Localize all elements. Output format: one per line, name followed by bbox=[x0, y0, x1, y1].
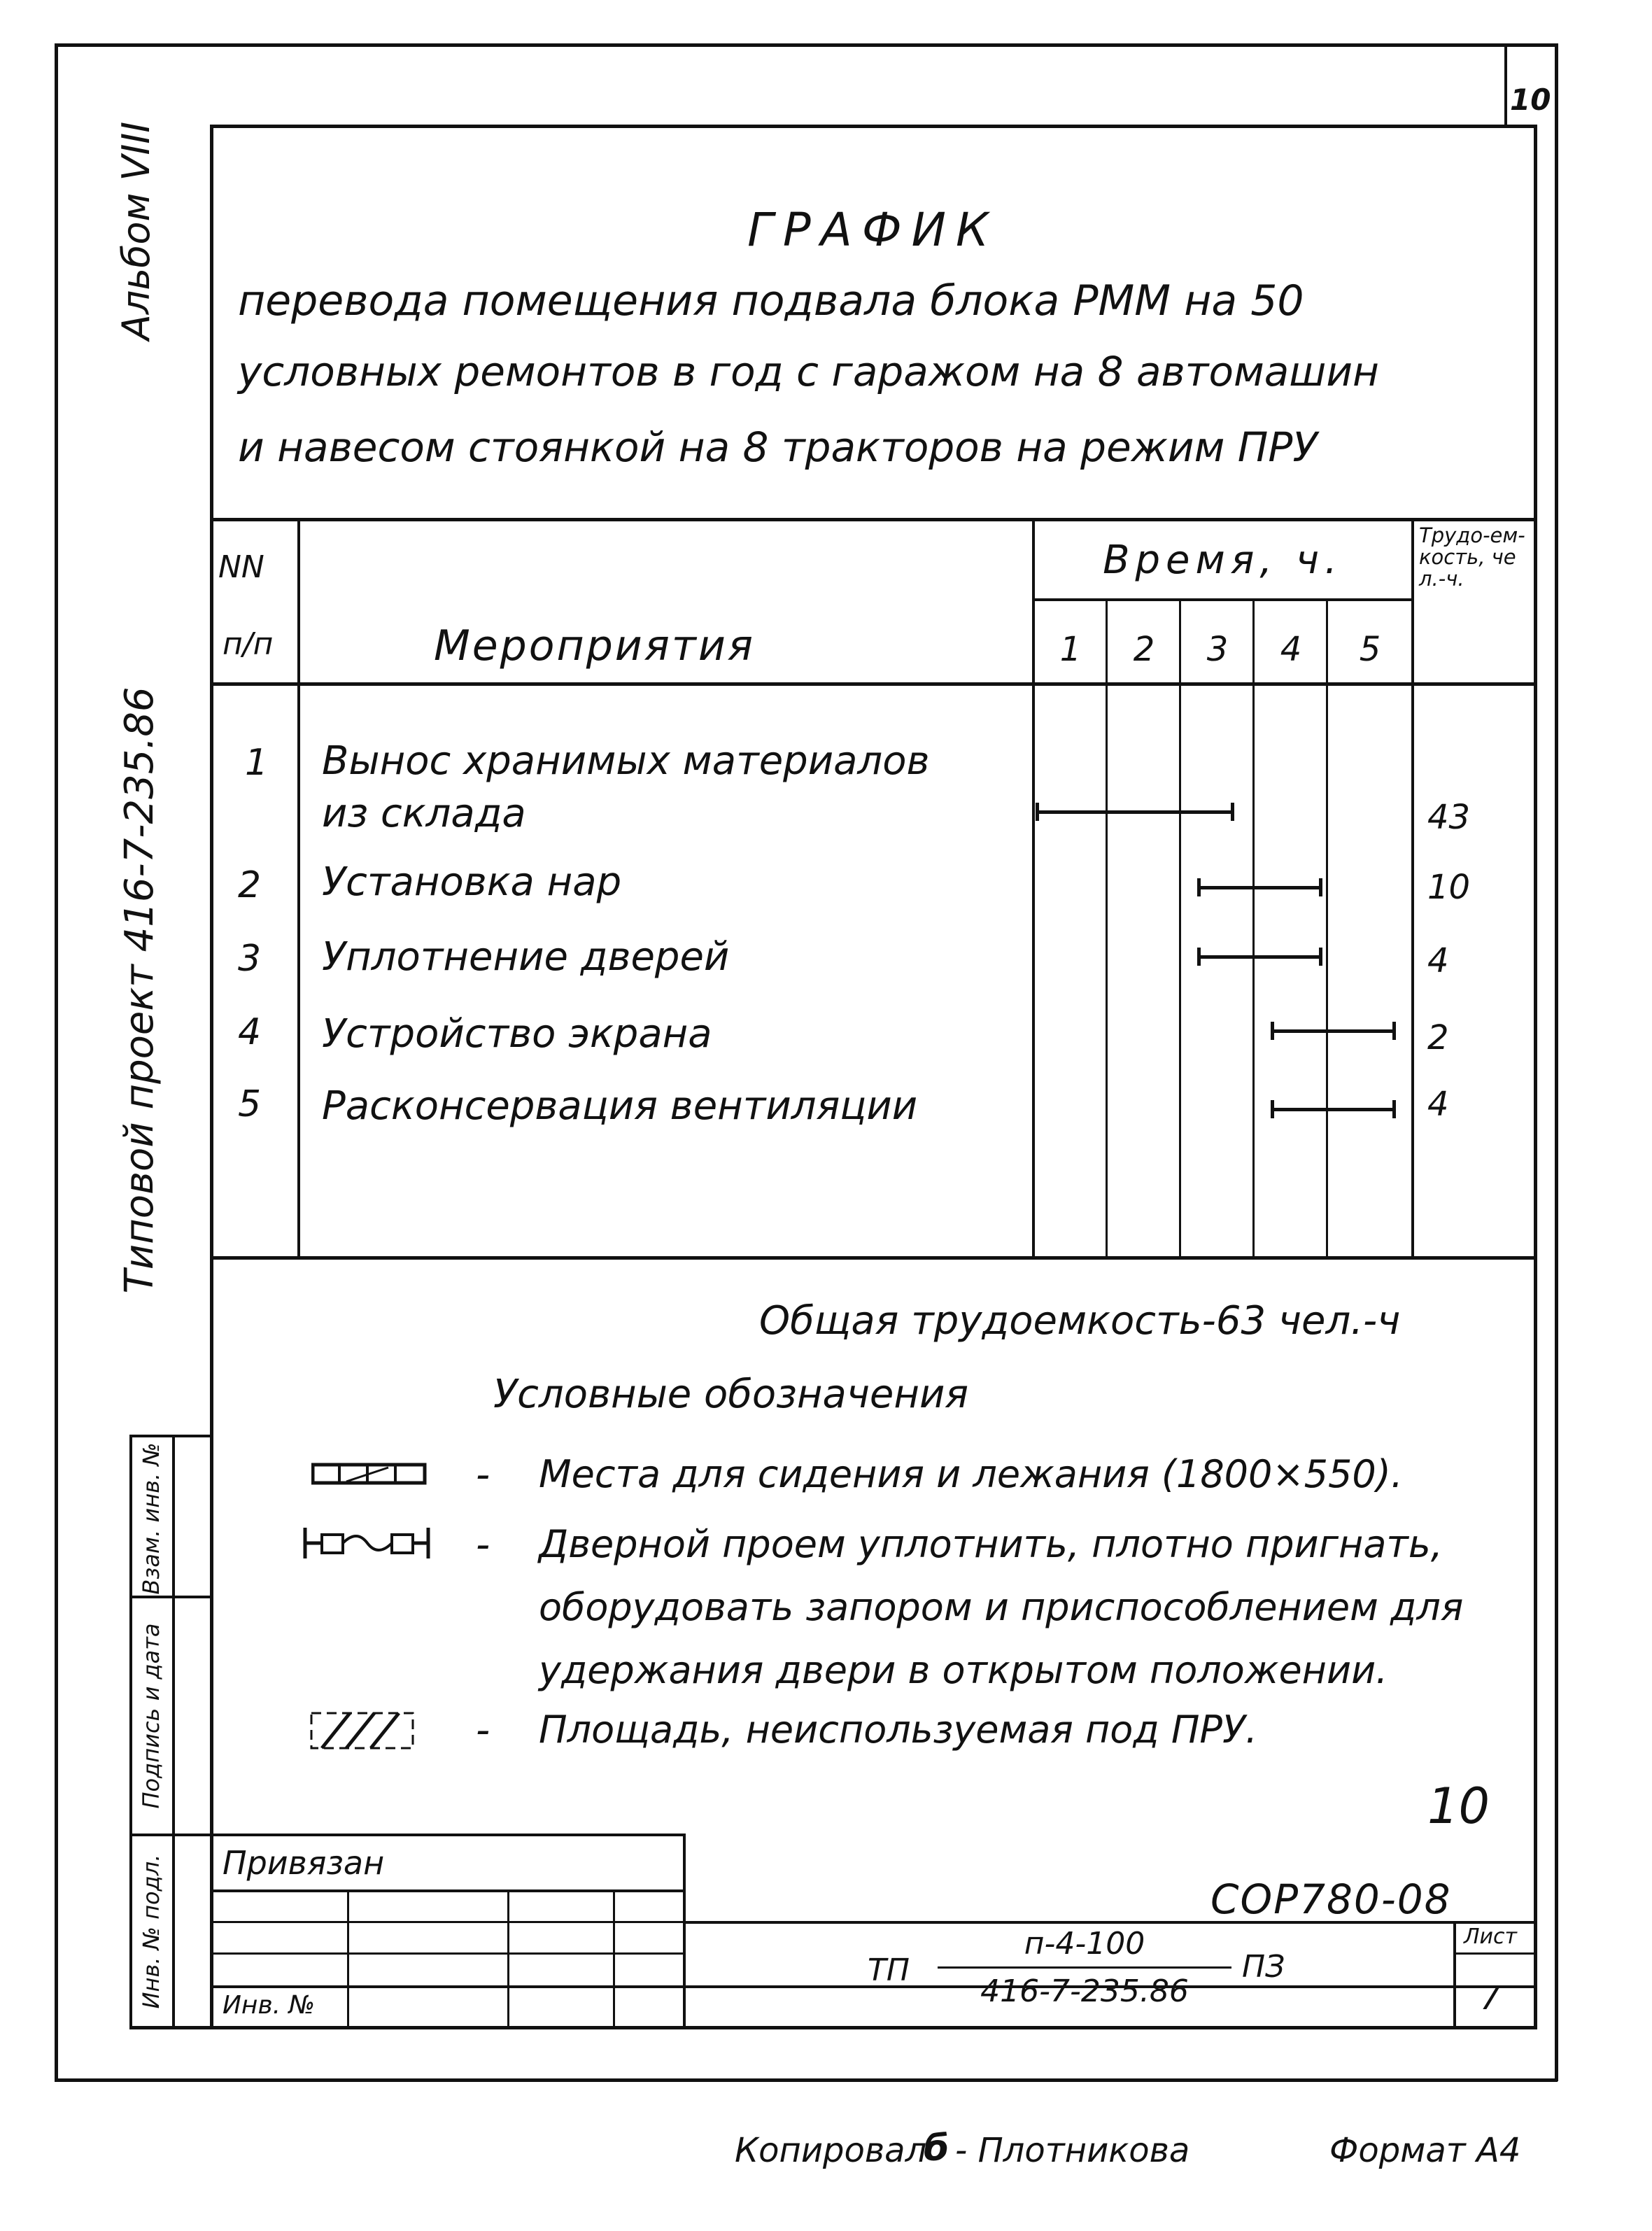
hour-1: 1 bbox=[1059, 630, 1082, 669]
legend-item-text: Дверной проем уплотнить, плотно пригнать, bbox=[539, 1522, 1443, 1566]
legend-item-text-line3: удержания двери в открытом положении. bbox=[539, 1648, 1388, 1692]
header-time: Время, ч. bbox=[1103, 537, 1343, 583]
tp-label: ТП bbox=[868, 1952, 910, 1988]
page-number-large: 10 bbox=[1427, 1778, 1490, 1835]
gantt-bar-tick bbox=[1231, 803, 1234, 821]
header-num-1: NN bbox=[218, 549, 264, 585]
gantt-bar bbox=[1271, 1108, 1396, 1111]
row-labor: 43 bbox=[1427, 798, 1471, 837]
total-labor: Общая трудоемкость-63 чел.-ч bbox=[759, 1298, 1401, 1344]
gantt-bar-tick bbox=[1319, 878, 1322, 896]
hatched-area-icon bbox=[308, 1708, 420, 1759]
gantt-bar bbox=[1271, 1029, 1396, 1033]
row-labor: 4 bbox=[1427, 1085, 1449, 1124]
row-labor: 2 bbox=[1427, 1018, 1449, 1057]
gantt-bar-tick bbox=[1392, 1100, 1396, 1118]
legend-dash: - bbox=[476, 1522, 490, 1568]
legend-dash: - bbox=[476, 1452, 490, 1498]
stamp-col-replace: Взам. инв. № bbox=[138, 1442, 164, 1595]
gantt-bar bbox=[1197, 886, 1322, 889]
sheet-label: Лист bbox=[1464, 1924, 1518, 1949]
row-num: 2 bbox=[238, 864, 262, 906]
hour-5: 5 bbox=[1359, 630, 1381, 669]
row-num: 1 bbox=[245, 742, 269, 784]
row-text: Расконсервация вентиляции bbox=[322, 1083, 918, 1129]
copier-name: - Плотникова bbox=[955, 2131, 1190, 2170]
row-num: 5 bbox=[238, 1083, 262, 1125]
header-labor: Трудо-ем-кость, чел.-ч. bbox=[1419, 523, 1525, 591]
gantt-bar-tick bbox=[1036, 803, 1039, 821]
row-text: Уплотнение дверей bbox=[322, 934, 730, 980]
gantt-bar bbox=[1197, 955, 1322, 959]
legend-item-text: Площадь, неиспользуемая под ПРУ. bbox=[539, 1708, 1258, 1752]
stamp-col-signature: Подпись и дата bbox=[138, 1623, 164, 1809]
copier-mark: б bbox=[924, 2127, 949, 2169]
bound-label: Привязан bbox=[223, 1844, 385, 1882]
legend-item-text-line2: оборудовать запором и приспособлением для bbox=[539, 1585, 1464, 1629]
bench-icon bbox=[311, 1461, 430, 1491]
title-heading: ГРАФИК bbox=[747, 203, 998, 257]
header-num-2: п/п bbox=[223, 626, 274, 662]
album-label: Альбом VIII bbox=[114, 121, 158, 341]
row-labor: 4 bbox=[1427, 941, 1449, 980]
inventory-label: Инв. № bbox=[223, 1991, 316, 2020]
stamp-col-inventory: Инв. № подл. bbox=[138, 1854, 164, 2009]
row-text: Устройство экрана bbox=[322, 1011, 712, 1057]
legend-title: Условные обозначения bbox=[493, 1372, 969, 1417]
hour-3: 3 bbox=[1206, 630, 1229, 669]
format-label: Формат А4 bbox=[1329, 2131, 1521, 2170]
row-text: Вынос хранимых материалов bbox=[322, 738, 930, 784]
title-line-2: условных ремонтов в год с гаражом на 8 автомашин bbox=[238, 348, 1379, 395]
row-text-continued: из склада bbox=[322, 791, 526, 836]
row-labor: 10 bbox=[1427, 868, 1471, 907]
header-measures: Мероприятия bbox=[434, 621, 755, 670]
title-line-3: и навесом стоянкой на 8 тракторов на режим ПРУ bbox=[238, 423, 1318, 471]
gantt-bar-tick bbox=[1392, 1022, 1396, 1040]
legend-item-text: Места для сидения и лежания (1800×550). bbox=[539, 1452, 1403, 1496]
gantt-bar-tick bbox=[1271, 1022, 1274, 1040]
gantt-bar-tick bbox=[1271, 1100, 1274, 1118]
pz-label: ПЗ bbox=[1242, 1949, 1285, 1985]
door-icon bbox=[301, 1522, 434, 1567]
hour-2: 2 bbox=[1133, 630, 1155, 669]
gantt-bar bbox=[1036, 810, 1234, 814]
copied-label: Копировал bbox=[735, 2131, 927, 2170]
legend-dash: - bbox=[476, 1708, 490, 1753]
gantt-bar-tick bbox=[1197, 878, 1201, 896]
gantt-bar-tick bbox=[1197, 948, 1201, 966]
row-num: 3 bbox=[238, 938, 262, 980]
fraction-bottom: 416-7-235.86 bbox=[980, 1973, 1189, 2009]
row-num: 4 bbox=[238, 1011, 262, 1053]
hour-4: 4 bbox=[1280, 630, 1302, 669]
row-text: Установка нар bbox=[322, 859, 622, 905]
doc-code: СОР780-08 bbox=[1210, 1875, 1452, 1923]
title-line-1: перевода помещения подвала блока РММ на 50 bbox=[238, 276, 1304, 325]
fraction-top: п-4-100 bbox=[1024, 1926, 1145, 1962]
project-label: Типовой проект 416-7-235.86 bbox=[117, 687, 162, 1294]
sheet-number: 10 bbox=[1510, 83, 1551, 117]
sheet-value: 7 bbox=[1480, 1979, 1501, 2017]
gantt-bar-tick bbox=[1319, 948, 1322, 966]
